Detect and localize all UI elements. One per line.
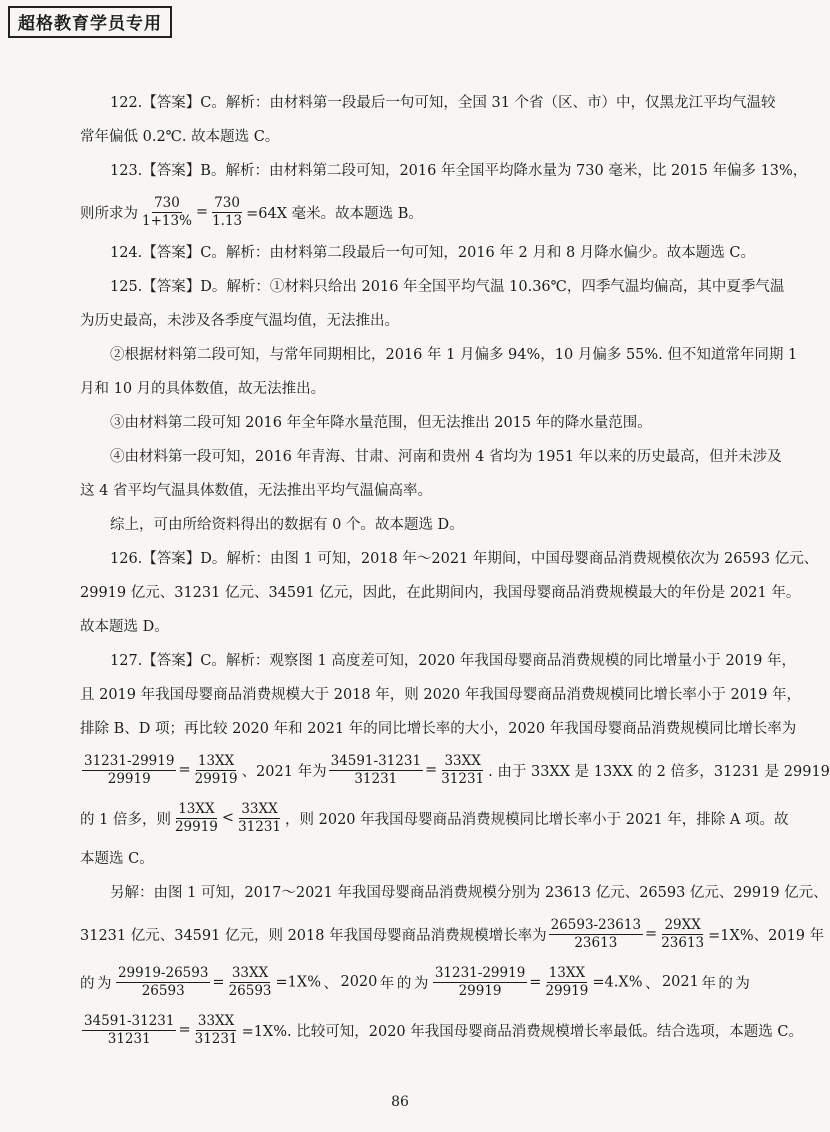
alt-formula-line-2 xyxy=(80,958,750,1006)
equals-sign: = xyxy=(178,1022,191,1038)
q125-line-5: ③由材料第二段可知 2016 年全年降水量范围，但无法推出 2015 年的降水量范围。 xyxy=(110,415,652,431)
alt-fraction-5 xyxy=(433,965,527,1000)
word-de: 的 xyxy=(80,975,95,992)
word-de: 的 xyxy=(718,975,733,992)
q127-fraction-c xyxy=(329,753,423,788)
denominator: 31231 xyxy=(194,1030,238,1047)
numerator: 13XX xyxy=(197,752,235,769)
alt-formula-line-1 xyxy=(80,910,825,958)
alt-fraction-6 xyxy=(543,965,590,1000)
alt-fraction-8 xyxy=(193,1013,240,1048)
q127-mid: 、2021 年为 xyxy=(241,763,327,780)
q123-fraction-1 xyxy=(140,195,194,230)
numerator: 13XX xyxy=(178,800,215,817)
answer-explanations xyxy=(80,86,830,1054)
q123-line-1: 123.【答案】B。解析：由材料第二段可知，2016 年全国平均降水量为 730 毫米，比 2015 年偏多 13%， xyxy=(110,163,808,179)
q126-line-3: 故本题选 D。 xyxy=(80,619,169,635)
alt-formula-line-3 xyxy=(80,1006,803,1054)
q125-line-7: 这 4 省平均气温具体数值，无法推出平均气温偏高率。 xyxy=(80,483,432,499)
word-nian: 年 xyxy=(701,975,716,992)
q123-fraction-2 xyxy=(210,195,244,230)
denominator: 29919 xyxy=(107,770,151,787)
q122-line-1: 122.【答案】C。解析：由材料第一段最后一句可知，全国 31 个省（区、市）中，仅黑龙江平均气温较 xyxy=(110,95,776,111)
alt-post: =1X%、2019 年 xyxy=(708,927,825,944)
alt-fraction-4 xyxy=(227,965,274,1000)
word-wei: 为 xyxy=(96,975,112,992)
alt-group-2019 xyxy=(114,965,321,1000)
denominator: 31231 xyxy=(354,770,398,787)
q125-line-6: ④由材料第一段可知，2016 年青海、甘肃、河南和贵州 4 省均为 1951 年以来的历史最高，但并未涉及 xyxy=(110,449,782,465)
alt-fraction-7 xyxy=(82,1013,176,1048)
word-nian: 年 xyxy=(379,975,395,992)
q127-formula-line-2 xyxy=(80,794,789,842)
numerator: 34591-31231 xyxy=(330,752,422,769)
alt-result-1: =1X% xyxy=(275,974,322,990)
q127-tail: . 由于 33XX 是 13XX 的 2 倍多，31231 是 29919 xyxy=(488,763,830,780)
q125-line-2: 为历史最高，未涉及各季度气温均值，无法推出。 xyxy=(80,313,399,329)
numerator: 33XX xyxy=(444,752,481,769)
equals-sign: = xyxy=(195,204,209,220)
numerator: 13XX xyxy=(548,964,586,981)
equals-sign: = xyxy=(178,762,191,778)
q123-post: =64X 毫米。故本题选 B。 xyxy=(246,205,423,222)
q125-line-4: 月和 10 月的具体数值，故无法推出。 xyxy=(80,381,326,397)
denominator: 29919 xyxy=(458,982,502,999)
q125-line-3: ②根据材料第二段可知，与常年同期相比，2016 年 1 月偏多 94%，10 月偏多 55%. 但不知道常年同期 1 xyxy=(110,347,798,363)
separator: 、 xyxy=(323,975,338,992)
alt-fraction-2 xyxy=(659,917,706,952)
denominator: 23613 xyxy=(574,934,618,951)
alt-result-2: =4.X% xyxy=(592,974,643,990)
q127-line-6: 本题选 C。 xyxy=(80,851,154,867)
denominator: 23613 xyxy=(661,934,705,951)
q123-pre: 则所求为 xyxy=(80,205,138,222)
word-wei: 为 xyxy=(413,975,429,992)
q122-line-2: 常年偏低 0.2℃. 故本题选 C。 xyxy=(80,129,280,145)
denominator: 31231 xyxy=(441,770,485,787)
q127-line-3: 排除 B、D 项；再比较 2020 年和 2021 年的同比增长率的大小，2020 年我国母婴商品消费规模同比增长率为 xyxy=(80,721,797,737)
alt-post3: =1X%. 比较可知，2020 年我国母婴商品消费规模增长率最低。结合选项，本题选 C。 xyxy=(241,1023,803,1040)
alt-group-2020 xyxy=(431,965,643,1000)
q127-pre2: 的 1 倍多，则 xyxy=(80,811,171,828)
numerator: 33XX xyxy=(197,1012,235,1029)
numerator: 33XX xyxy=(231,964,269,981)
less-than-sign: < xyxy=(221,810,235,826)
alt-pre: 31231 亿元、34591 亿元，则 2018 年我国母婴商品消费规模增长率为 xyxy=(80,927,547,944)
q127-formula-line-1 xyxy=(80,746,830,794)
numerator: 730 xyxy=(154,194,180,211)
denominator: 31231 xyxy=(107,1030,151,1047)
q127-post2: ，则 2020 年我国母婴商品消费规模同比增长率小于 2021 年，排除 A 项。故 xyxy=(285,811,789,828)
equals-sign: = xyxy=(425,762,438,778)
q127-fraction-f xyxy=(236,801,283,836)
denominator: 26593 xyxy=(228,982,272,999)
q127-fraction-d xyxy=(439,753,486,788)
word-de: 的 xyxy=(396,975,412,992)
denominator: 1.13 xyxy=(212,212,243,229)
separator: 、 xyxy=(644,975,660,992)
alt-line-1: 另解：由图 1 可知，2017～2021 年我国母婴商品消费规模分别为 23613 亿元、26593 亿元、29919 亿元、 xyxy=(110,885,828,901)
denominator: 26593 xyxy=(141,982,185,999)
numerator: 29919-26593 xyxy=(117,964,209,981)
q127-fraction-a xyxy=(82,753,176,788)
page-number: 86 xyxy=(391,1094,409,1110)
numerator: 29XX xyxy=(664,916,701,933)
q123-formula-line xyxy=(80,188,750,236)
word-wei: 为 xyxy=(735,975,750,992)
numerator: 730 xyxy=(214,194,240,211)
denominator: 1+13% xyxy=(142,212,192,229)
q127-line-1: 127.【答案】C。解析：观察图 1 高度差可知，2020 年我国母婴商品消费规模的同比增量小于 2019 年， xyxy=(110,653,796,669)
numerator: 31231-29919 xyxy=(84,752,175,769)
alt-fraction-3 xyxy=(116,965,210,1000)
q127-fraction-e xyxy=(173,801,220,836)
denominator: 29919 xyxy=(194,770,238,787)
numerator: 33XX xyxy=(241,800,278,817)
q127-line-2: 且 2019 年我国母婴商品消费规模大于 2018 年，则 2020 年我国母婴商品消费规模同比增长率小于 2019 年， xyxy=(80,687,801,703)
word-2020: 2020 xyxy=(340,974,378,990)
equals-sign: = xyxy=(529,974,542,990)
alt-fraction-1 xyxy=(549,917,643,952)
q125-line-1: 125.【答案】D。解析：①材料只给出 2016 年全国平均气温 10.36℃，四季气温均偏高，其中夏季气温 xyxy=(110,279,785,295)
numerator: 31231-29919 xyxy=(434,964,526,981)
denominator: 29919 xyxy=(174,818,218,835)
equals-sign: = xyxy=(645,926,658,942)
numerator: 34591-31231 xyxy=(84,1012,175,1029)
q126-line-1: 126.【答案】D。解析：由图 1 可知，2018 年～2021 年期间，中国母婴商品消费规模依次为 26593 亿元、 xyxy=(110,551,819,567)
q127-fraction-b xyxy=(193,753,240,788)
q124-line-1: 124.【答案】C。解析：由材料第二段最后一句可知，2016 年 2 月和 8 月降水偏少。故本题选 C。 xyxy=(110,245,755,261)
equals-sign: = xyxy=(212,974,225,990)
denominator: 29919 xyxy=(545,982,589,999)
student-only-stamp: 超格教育学员专用 xyxy=(8,6,172,38)
numerator: 26593-23613 xyxy=(550,916,642,933)
q125-line-8: 综上，可由所给资料得出的数据有 0 个。故本题选 D。 xyxy=(110,517,464,533)
q126-line-2: 29919 亿元、31231 亿元、34591 亿元，因此，在此期间内，我国母婴商品消费规模最大的年份是 2021 年。 xyxy=(80,585,801,601)
word-2021: 2021 xyxy=(661,974,699,990)
denominator: 31231 xyxy=(238,818,282,835)
